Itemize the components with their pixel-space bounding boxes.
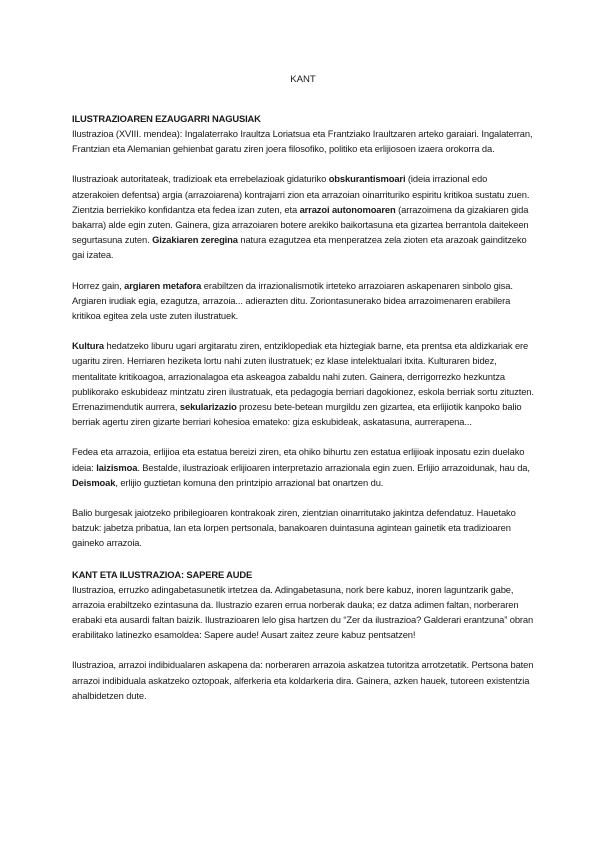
paragraph: [72, 338, 534, 429]
text-run: Horrez gain,: [72, 279, 125, 291]
page-title: KANT: [290, 74, 316, 85]
bold-term: sekularizazio: [179, 401, 237, 413]
paragraph: Ilustrazioa, erruzko adingabetasunetik irtetzea da. Adingabetasuna, nork bere kabuz, inoren laguntzarik gabe, arrazoia erabiltzeko ezintasuna da. Ilustrazio ezaren errua norberak dauka; ez datza adimen faltan, norberaren erabaki eta ausardi faltan baizik. Ilustrazioaren lelo gisa hartzen du “Zer da ilustrazioa? Galderari erantzuna” obran erabilitako latinezko esamoldea: Sapere aude! Ausart zaitez zeure kabuz pentsatzen!: [72, 583, 534, 641]
bold-term: Kultura: [72, 340, 104, 352]
text-run: (arrazoimena da gizakiaren gida bakarra) alde egin zuten. Gainera, giza arrazoiaren botere arekiko baikortasuna eta gizartea berrantola daitekeen segurtasuna zuten.: [72, 203, 529, 246]
text-run: (ideia irrazional edo atzerakoien defentsa) argia (arrazoiarena) kontrajarri zion eta arrazoian oinarrituriko espiritu kritikoa sustatu zuen. Zientzia berriekiko konfidantza eta fedea izan zuten, eta: [72, 173, 530, 215]
section-heading-ilustrazioa: ILUSTRAZIOAREN EZAUGARRI NAGUSIAK: [72, 113, 261, 124]
text-run: erabiltzen da irrazionalismotik irteteko arrazoiaren askapenaren sinbolo gisa. Argiaren irudiak egia, ezagutza, arrazoia... adierazten ditu. Zoriontasunerako bidea arrazoimenaren erabilera kritikoa egitea zela uste zuten ilustratuek.: [72, 279, 513, 322]
text-run: Fedea eta arrazoia, erlijioa eta estatua bereizi ziren, eta ohiko bihurtu zen estatua erlijioak inposatu ezin duelako ideia:: [72, 446, 525, 473]
bold-term: Gizakiaren zeregina: [152, 234, 238, 246]
bold-term: Deismoak: [72, 476, 116, 488]
text-run: prozesu bete-betean murgildu zen gizartea, eta erlijiotik kanpoko balio berriak agertu ziren gizarte berriari kohesioa emateko: giza eskubideak, askatasuna, aurrerapena...: [72, 401, 522, 428]
paragraph: [72, 444, 534, 490]
bold-term: arrazoi autonomoaren: [299, 203, 396, 215]
bold-term: argiaren metafora: [124, 279, 202, 291]
text-run: Ilustrazioak autoritateak, tradizioak eta errebelazioak gidaturiko: [72, 173, 329, 185]
bold-term: laizismoa: [96, 461, 138, 473]
text-run: , erlijio guztietan komuna den printzipio arrazional bat onartzen du.: [115, 476, 384, 488]
bold-term: obskurantismoari: [328, 173, 406, 185]
text-run: hedatzeko liburu ugari argitaratu ziren, entziklopediak eta hiztegiak barne, eta prentsa eta aldizkariak ere ugaritu ziren. Herriaren heziketa lortu nahi zuten ilustratuek; ez klase intelektualari itxita. Kulturaren bidez, mentalitate kritikoagoa, arrazionalagoa eta askeagoa zabaldu nahi zuten. Gainera, derrigorrezko hezkuntza publikorako eskubideaz mintzatu ziren ilustratuak, eta pedagogia berriari dagokionez, eskola berriak sortu zituzten. Errenazimendutik aurrera,: [72, 340, 534, 413]
paragraph: Ilustrazioa (XVIII. mendea): Ingalaterrako Iraultza Loriatsua eta Frantziako Iraultzaren arteko garaiari. Ingalaterran, Frantzian eta Alemanian gehienbat garatu ziren joera filosofiko, politiko eta erlijiosoen izaera orokorra da.: [72, 128, 533, 155]
paragraph: Balio burgesak jaiotzeko pribilegioaren kontrakoak ziren, zientzian oinarritutako jakintza defendatuz. Hauetako batzuk: jabetza pribatua, lan eta lorpen pertsonala, banakoaren duintasuna agintean gainetik eta tradizioaren gaineko arrazoia.: [72, 507, 516, 549]
text-run: . Bestalde, ilustrazioak erlijioaren interpretazio arrazionala egin zuen. Erlijio arrazoidunak, hau da,: [137, 461, 530, 473]
section-heading-sapere-aude: KANT ETA ILUSTRAZIOA: SAPERE AUDE: [72, 568, 253, 580]
paragraph: [72, 171, 534, 262]
paragraph: [72, 278, 534, 324]
text-run: natura ezagutzea eta menperatzea zela zioten eta arazoak gainditzeko gai izatea.: [72, 234, 527, 261]
paragraph: Ilustrazioa, arrazoi indibidualaren askapena da: norberaren arrazoia askatzea tutoritza arrotzetatik. Pertsona baten arrazoi indibiduala askatzeko oztopoak, alferkeria eta koldarkeria dira. Gainera, azken hauek, tutoreen existentzia ahalbidetzen dute.: [72, 659, 534, 701]
